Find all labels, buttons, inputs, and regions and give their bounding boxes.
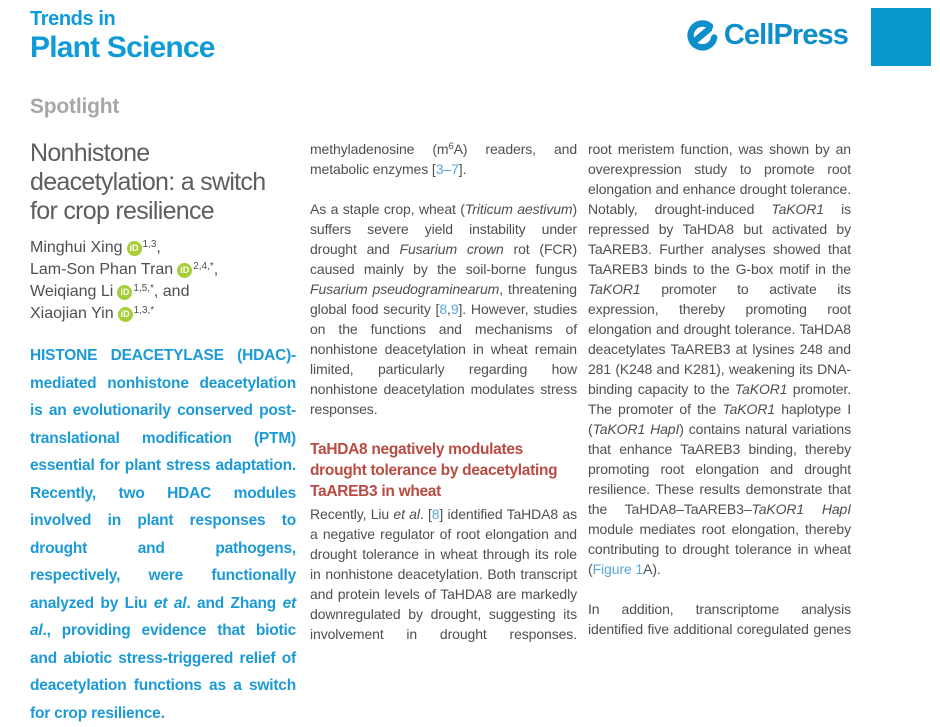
- cellpress-wordmark: CellPress: [723, 19, 848, 51]
- italic-text: TaKOR1: [722, 401, 776, 417]
- journal-title-line2: Plant Science: [30, 31, 215, 64]
- author-separator: , and: [153, 283, 190, 300]
- cellpress-swoosh-icon: [682, 15, 724, 57]
- author-separator: ,: [156, 239, 161, 256]
- author-list: [30, 237, 296, 325]
- body-paragraph: As a staple crop, wheat (Triticum aestivum) suffers severe yield instability under drought and Fusarium crown rot (FCR) caused mainly by the soil-borne fungus Fusarium pseudograminearum, threatening global food security [8,9]. However, studies on the functions and mechanisms of nonhistone deacetylation in wheat remain limited, particularly regarding how nonhistone deacetylation modulates stress responses.: [310, 201, 578, 417]
- article-title-line: Nonhistone: [30, 139, 150, 167]
- author: [30, 237, 296, 259]
- orcid-icon[interactable]: iD: [117, 285, 132, 300]
- section-heading: TaHDA8 negatively modulates drought tolerance by deacetylating TaAREB3 in wheat: [310, 441, 558, 500]
- corner-color-block: [871, 8, 931, 66]
- author-affiliation-sup: 2,4,*: [193, 261, 214, 272]
- orcid-icon[interactable]: iD: [127, 241, 142, 256]
- article-title-line: for crop resilience: [30, 197, 215, 225]
- author: [30, 303, 296, 325]
- italic-text: TaKOR1 HapI: [592, 421, 680, 437]
- superscript: 6: [448, 141, 454, 152]
- body-paragraph: methyladenosine $(m^6A)$ readers, and metabolic enzymes [3–7].: [310, 141, 578, 177]
- section-label: Spotlight: [30, 95, 120, 118]
- author: [30, 259, 296, 281]
- italic-text: TaKOR1: [588, 281, 641, 297]
- author-name: Xiaojian Yin: [30, 305, 114, 322]
- author-separator: ,: [213, 261, 219, 278]
- author-affiliation-sup: 1,3,*: [133, 305, 155, 316]
- italic-text: TaKOR1: [771, 201, 824, 217]
- reference-link[interactable]: Figure 1: [592, 561, 644, 577]
- author-name: Lam-Son Phan Tran: [30, 261, 174, 278]
- body-paragraph: Recently, Liu et al. [8] identified TaHDA8 as a negative regulator of root elongation and drought tolerance in wheat through its role in nonhistone deacetylation. Both transcript and protein levels of TaHDA8 are markedly downregulated by drought, suggesting its involvement in drought responses.: [310, 506, 577, 642]
- italic-text: Fusarium crown: [399, 241, 504, 257]
- orcid-icon[interactable]: iD: [118, 307, 133, 322]
- author: [30, 281, 296, 303]
- left-column: [30, 139, 296, 727]
- article-title-line: deacetylation: a switch: [30, 168, 266, 196]
- reference-link[interactable]: 8: [439, 301, 448, 317]
- author-affiliation-sup: 1,3: [142, 239, 157, 250]
- reference-link[interactable]: 9: [450, 301, 459, 317]
- author-name: Weiqiang Li: [30, 283, 114, 300]
- right-column: [588, 139, 851, 659]
- italic-text: et al: [393, 506, 420, 522]
- orcid-icon[interactable]: iD: [177, 263, 192, 278]
- article-title: [30, 139, 296, 226]
- abstract: HISTONE DEACETYLASE (HDAC)-mediated nonhistone deacetylation is an evolutionarily conserved post-translational modification (PTM) essential for plant stress adaptation. Recently, two HDAC modules involved in plant responses to drought and pathogens, respectively, were functionally analyzed by Liu et al. and Zhang et al., providing evidence that biotic and abiotic stress-triggered relief of deacetylation functions as a switch for crop resilience.: [30, 347, 297, 722]
- journal-title-line1: Trends in: [30, 8, 116, 30]
- italic-text: Triticum aestivum: [464, 201, 573, 217]
- author-name: Minghui Xing: [30, 239, 123, 256]
- italic-text: et al: [30, 594, 297, 639]
- reference-link[interactable]: 3–7: [435, 161, 459, 177]
- body-paragraph: In addition, transcriptome analysis identified five additional coregulated genes: [588, 601, 851, 637]
- italic-text: et al: [153, 594, 187, 612]
- cellpress-logo[interactable]: [686, 19, 848, 52]
- author-affiliation-sup: 1,5,*: [133, 283, 154, 294]
- body-paragraph: root meristem function, was shown by an overexpression study to promote root elongation and enhance drought tolerance. Notably, drought-induced TaKOR1 is repressed by TaHDA8 but activated by TaAREB3. Further analyses showed that TaAREB3 binds to the G-box motif in the TaKOR1 promoter to activate its expression, thereby promoting root elongation and drought tolerance. TaHDA8 deacetylates TaAREB3 at lysines 248 and 281 (K248 and K281), weakening its DNA-binding capacity to the TaKOR1 promoter. The promoter of the TaKOR1 haplotype I (TaKOR1 HapI) contains natural variations that enhance TaAREB3 binding, thereby promoting root elongation and drought resilience. These results demonstrate that the TaHDA8–TaAREB3–TaKOR1 HapI module mediates root elongation, thereby contributing to drought tolerance in wheat (Figure 1A).: [588, 141, 851, 577]
- reference-link[interactable]: 8: [431, 506, 440, 522]
- middle-column: [310, 139, 577, 664]
- italic-text: TaKOR1 HapI: [751, 501, 851, 517]
- italic-text: TaKOR1: [734, 381, 788, 397]
- italic-text: Fusarium pseudograminearum: [310, 281, 500, 297]
- journal-title: [30, 8, 215, 64]
